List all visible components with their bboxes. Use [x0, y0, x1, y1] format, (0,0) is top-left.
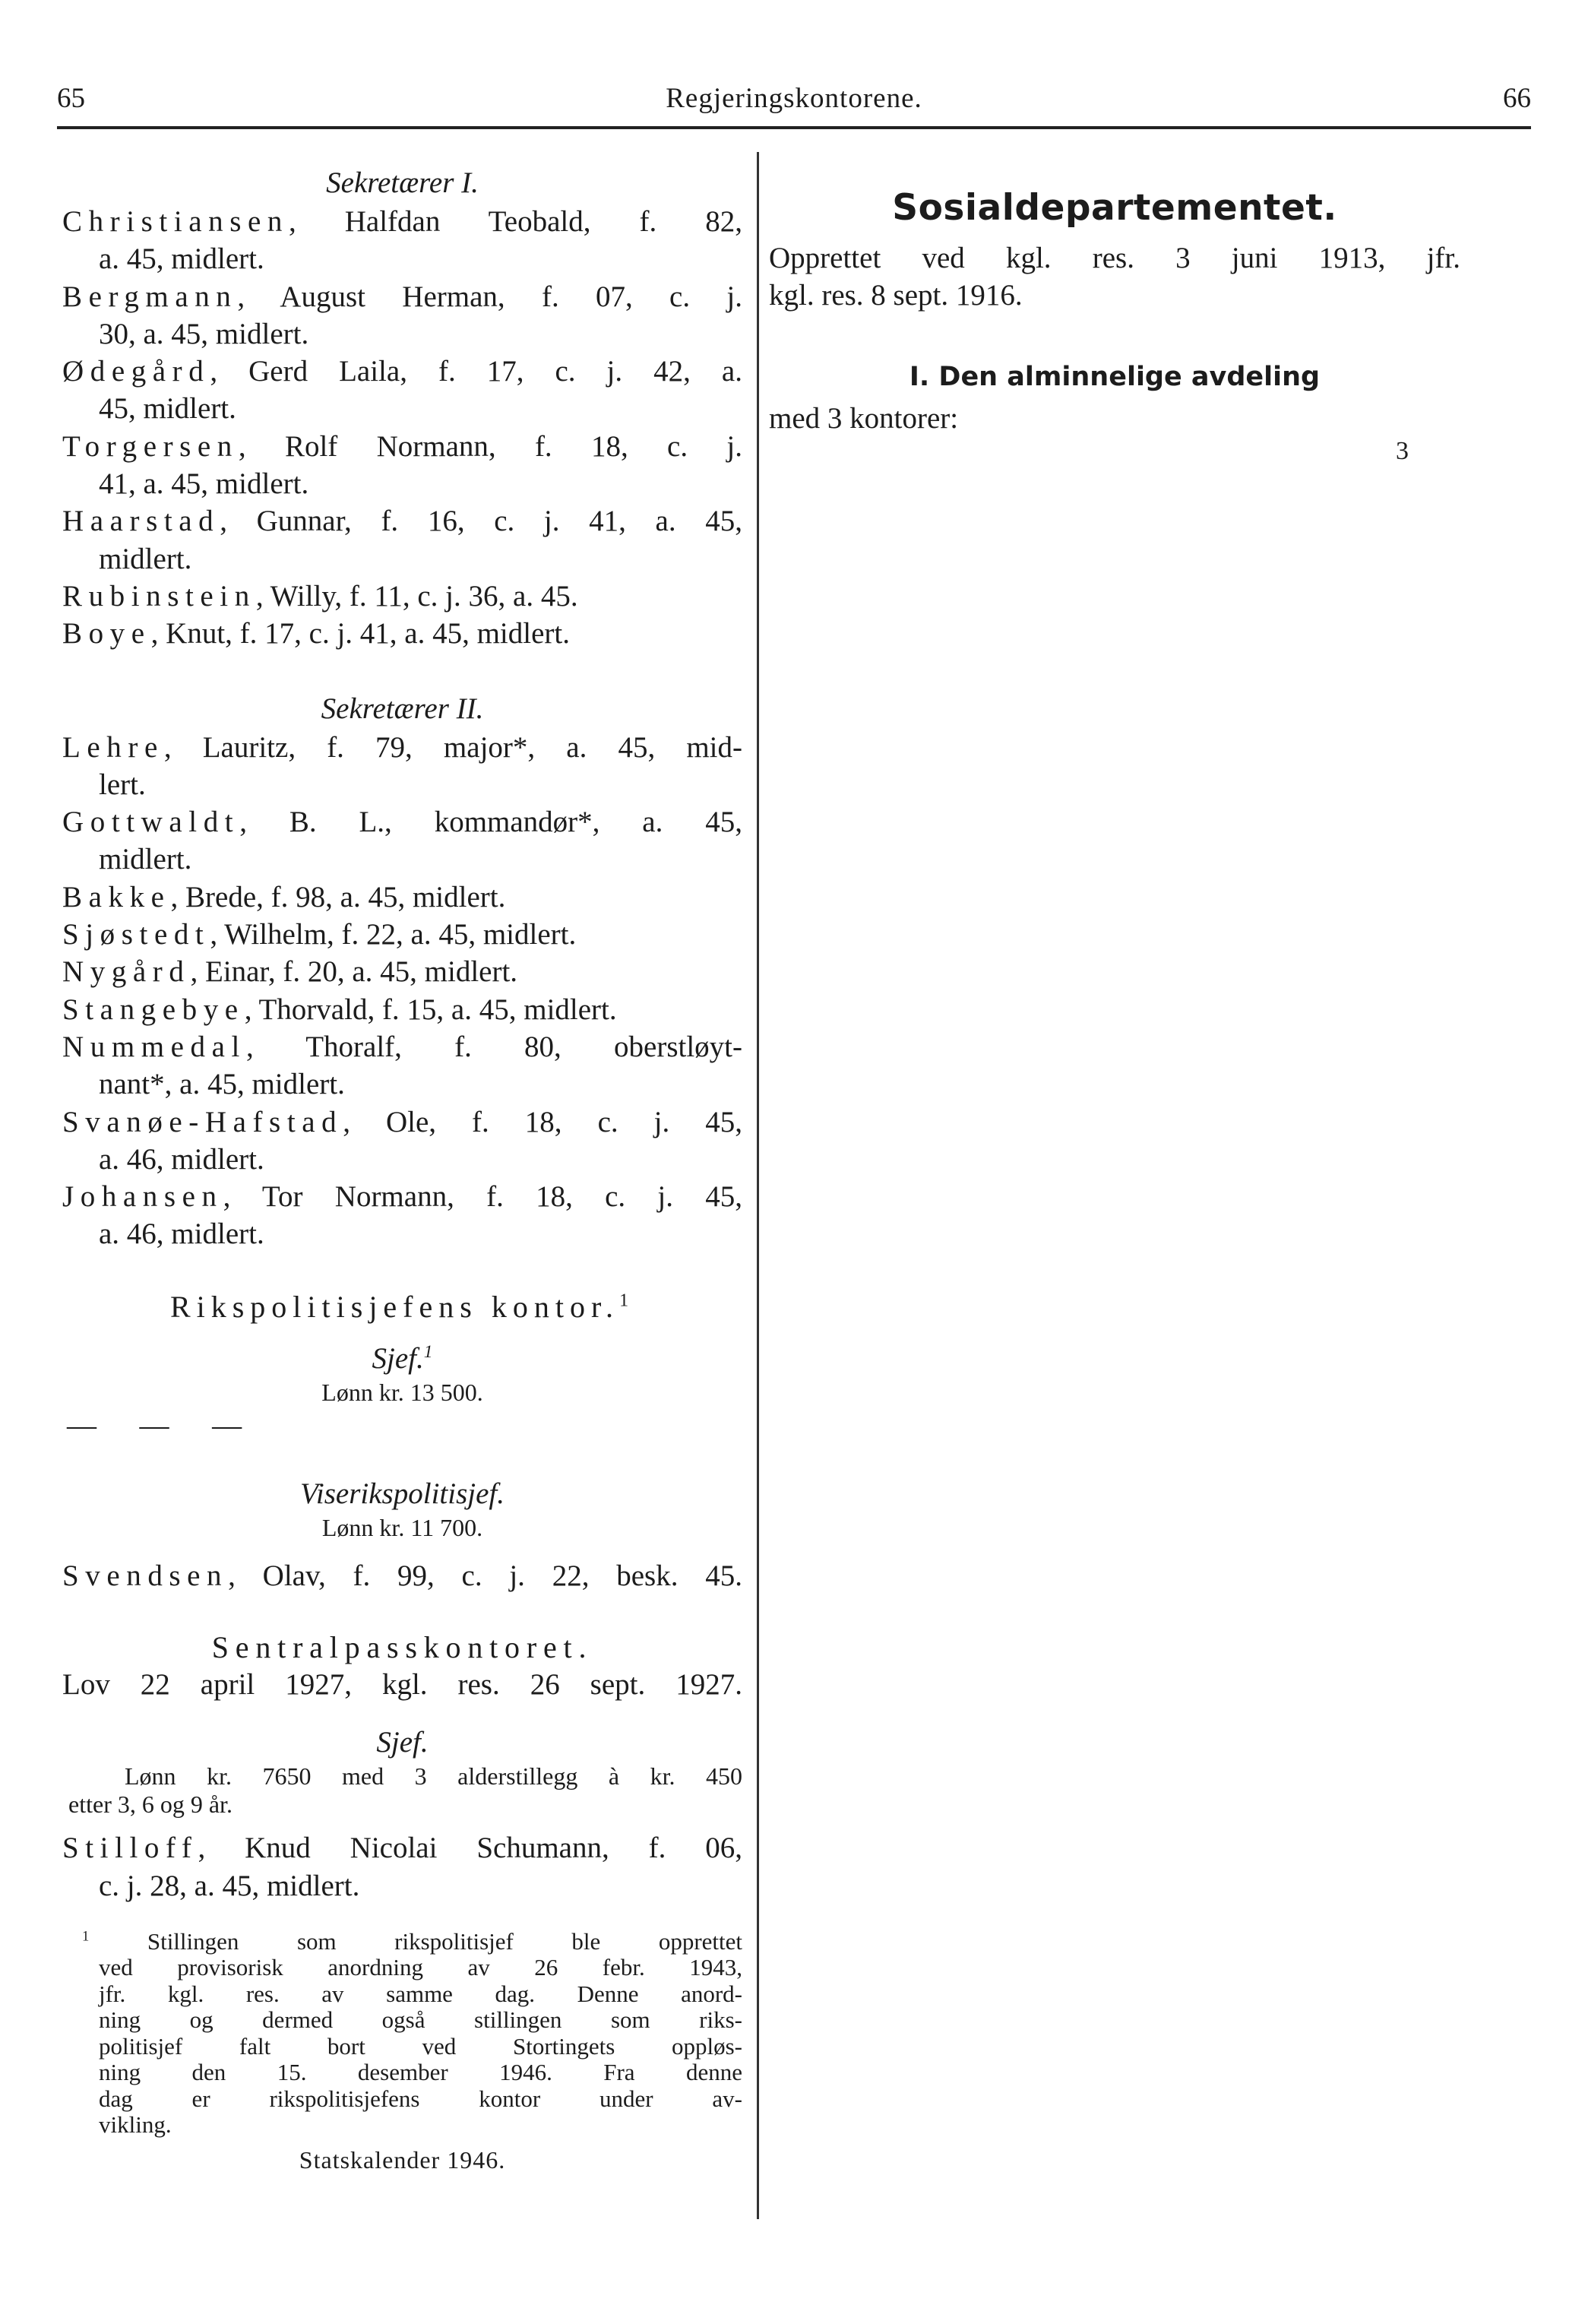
footnote-ref: 1 — [423, 1342, 433, 1363]
entry-line — [62, 502, 742, 540]
surname: Torgersen — [62, 429, 239, 463]
entry-text: lert. — [99, 768, 146, 801]
entry-text: , Thoralf, f. 80, oberstløyt- — [245, 1030, 742, 1063]
entry-text: , Knud Nicolai Schumann, f. 06, — [198, 1832, 742, 1865]
right-column — [769, 163, 1460, 466]
entry-line — [62, 953, 742, 990]
entry-text: , Gerd Laila, f. 17, c. j. 42, a. — [210, 355, 742, 388]
entry-line — [62, 1103, 742, 1141]
footnote-ref: 1 — [619, 1290, 635, 1311]
entry-text: a. 45, midlert. — [99, 242, 264, 276]
heading-sjef-1-text: Sjef. — [372, 1342, 424, 1376]
footnote-text: ved provisorisk anordning av 26 febr. 1943, — [99, 1954, 742, 1981]
footnote-mark: 1 — [82, 1928, 90, 1945]
heading-rikspolitisjef-kontor — [62, 1288, 742, 1325]
salary-3-line-2: etter 3, 6 og 9 år. — [68, 1790, 233, 1819]
salary-3-line-1: Lønn kr. 7650 med 3 alderstillegg à kr. 450 — [125, 1762, 742, 1790]
entry-continuation — [62, 841, 742, 878]
heading-sjef-2: Sjef. — [376, 1726, 429, 1759]
lov-reference: Lov 22 april 1927, kgl. res. 26 sept. 1927. — [62, 1667, 742, 1701]
entry-text: nant*, a. 45, midlert. — [99, 1068, 345, 1101]
entry-line — [62, 729, 742, 766]
footnote-text: vikling. — [99, 2111, 172, 2139]
surname: Gottwaldt — [62, 806, 240, 839]
sekretaerer-2-list — [62, 729, 742, 1253]
entry-continuation — [62, 465, 742, 502]
footnote-line — [99, 1981, 742, 2008]
footnote-line — [99, 2086, 742, 2113]
entry-line — [62, 803, 742, 841]
entry-line — [62, 1178, 742, 1215]
surname: Nygård — [62, 955, 191, 989]
entry-line — [62, 278, 742, 315]
footnote-line — [99, 1955, 742, 1981]
surname: Sjøstedt — [62, 918, 210, 951]
entry-text: , August Herman, f. 07, c. j. — [237, 280, 742, 313]
footnote-text: Stillingen som rikspolitisjef ble opprettet — [147, 1927, 742, 1955]
entry-stilloff — [62, 1829, 742, 1904]
entry-text: , Olav, f. 99, c. j. 22, besk. 45. — [228, 1559, 742, 1593]
entry-text: , Knut, f. 17, c. j. 41, a. 45, midlert. — [150, 617, 570, 651]
entry-continuation — [62, 1867, 742, 1904]
surname: Stilloff — [62, 1832, 198, 1865]
footnote-line — [99, 2060, 742, 2086]
salary-1: Lønn kr. 13 500. — [321, 1379, 483, 1407]
footnote-line — [99, 2112, 742, 2139]
surname: Haarstad — [62, 505, 220, 538]
entry-continuation — [62, 540, 742, 578]
entry-text: , Rolf Normann, f. 18, c. j. — [238, 429, 742, 463]
sekretaerer-1-list — [62, 203, 742, 653]
entry-line — [62, 1028, 742, 1065]
footnote-line — [82, 1929, 742, 1955]
entry-continuation — [62, 315, 742, 353]
column-number: 3 — [1396, 436, 1409, 465]
surname: Christiansen — [62, 205, 289, 238]
entry-text: 41, a. 45, midlert. — [99, 467, 309, 501]
entry-line — [62, 615, 742, 652]
entry-line — [62, 916, 742, 953]
section-title: I. Den alminnelige avdeling — [909, 361, 1321, 392]
intro-paragraph — [769, 239, 1460, 315]
running-title: Regjeringskontorene. — [666, 83, 922, 114]
entry-line — [62, 353, 742, 390]
entry-text: , Einar, f. 20, a. 45, midlert. — [190, 955, 518, 989]
entry-text: 45, midlert. — [99, 392, 236, 426]
column-divider — [757, 152, 759, 2219]
entry-continuation — [62, 1215, 742, 1252]
entry-text: , B. L., kommandør*, a. 45, — [239, 806, 742, 839]
entry-continuation — [62, 1141, 742, 1178]
heading-sentralpasskontoret: Sentralpasskontoret. — [211, 1629, 593, 1664]
entry-continuation — [62, 240, 742, 277]
footnote-line — [99, 2007, 742, 2034]
entry-text: , Gunnar, f. 16, c. j. 41, a. 45, — [220, 505, 742, 538]
left-column — [62, 163, 742, 2174]
entry-text: , Willy, f. 11, c. j. 36, a. 45. — [255, 579, 578, 613]
surname: Bakke — [62, 880, 171, 913]
entry-line — [62, 578, 742, 615]
department-title: Sosialdepartementet. — [892, 187, 1337, 229]
surname: Johansen — [62, 1180, 223, 1214]
surname: Nummedal — [62, 1030, 246, 1063]
entry-continuation — [62, 390, 742, 427]
left-page-number: 65 — [57, 83, 85, 114]
entry-text: , Wilhelm, f. 22, a. 45, midlert. — [210, 918, 577, 951]
entry-text: 30, a. 45, midlert. — [99, 317, 309, 350]
footnote-text: jfr. kgl. res. av samme dag. Denne anord- — [99, 1980, 742, 2007]
entry-continuation — [62, 766, 742, 803]
signature-statskalender: Statskalender 1946. — [299, 2145, 506, 2174]
kontorer-count: med 3 kontorer: — [769, 401, 959, 435]
paragraph-line: Opprettet ved kgl. res. 3 juni 1913, jfr. — [769, 242, 1460, 274]
entry-line — [62, 879, 742, 916]
entry-text: , Brede, f. 98, a. 45, midlert. — [170, 880, 506, 913]
entry-text: , Tor Normann, f. 18, c. j. 45, — [223, 1180, 742, 1214]
surname: Svendsen — [62, 1559, 229, 1593]
entry-text: , Lauritz, f. 79, major*, a. 45, mid- — [163, 730, 742, 764]
entry-text: , Thorvald, f. 15, a. 45, midlert. — [244, 993, 617, 1026]
entry-text: midlert. — [99, 843, 192, 876]
entry-line — [62, 203, 742, 240]
heading-sekretaerer-2: Sekretærer II. — [321, 692, 484, 725]
page-header — [57, 76, 1531, 129]
footnote-text: dag er rikspolitisjefens kontor under av- — [99, 2085, 742, 2112]
entry-text: midlert. — [99, 542, 192, 575]
surname: Ødegård — [62, 355, 210, 388]
entry-line — [62, 1829, 742, 1866]
heading-rikspolitisjef-kontor-text: Rikspolitisjefens kontor. — [169, 1289, 620, 1324]
surname: Bergmann — [62, 280, 238, 313]
surname: Rubinstein — [62, 579, 256, 613]
entry-text: a. 46, midlert. — [99, 1142, 264, 1176]
footnote-text: ning og dermed også stillingen som riks- — [99, 2006, 742, 2034]
right-page-number: 66 — [1503, 83, 1531, 114]
entry-line — [62, 991, 742, 1028]
entry-line — [62, 428, 742, 465]
heading-viserikspolitisjef: Viserikspolitisjef. — [299, 1477, 505, 1511]
footnote — [62, 1929, 742, 2139]
surname: Svanøe-Hafstad — [62, 1105, 343, 1138]
entry-text: , Ole, f. 18, c. j. 45, — [343, 1105, 742, 1138]
footnote-text: politisjef falt bort ved Stortingets oppløs- — [99, 2032, 742, 2060]
salary-2: Lønn kr. 11 700. — [321, 1514, 483, 1542]
surname: Stangebye — [62, 993, 245, 1026]
surname: Boye — [62, 617, 151, 651]
entry-text: a. 46, midlert. — [99, 1217, 264, 1251]
entry-continuation — [62, 1065, 742, 1103]
entry-text: c. j. 28, a. 45, midlert. — [99, 1869, 360, 1902]
dash-separator: — — — — [67, 1409, 260, 1442]
paragraph-line: kgl. res. 8 sept. 1916. — [769, 279, 1023, 312]
entry-svendsen — [62, 1557, 742, 1594]
surname: Lehre — [62, 730, 164, 764]
heading-sekretaerer-1: Sekretærer I. — [326, 166, 479, 199]
footnote-text: ning den 15. desember 1946. Fra denne — [99, 2059, 742, 2086]
heading-sjef-1 — [62, 1339, 742, 1379]
footnote-line — [99, 2034, 742, 2060]
entry-text: , Halfdan Teobald, f. 82, — [288, 205, 742, 238]
